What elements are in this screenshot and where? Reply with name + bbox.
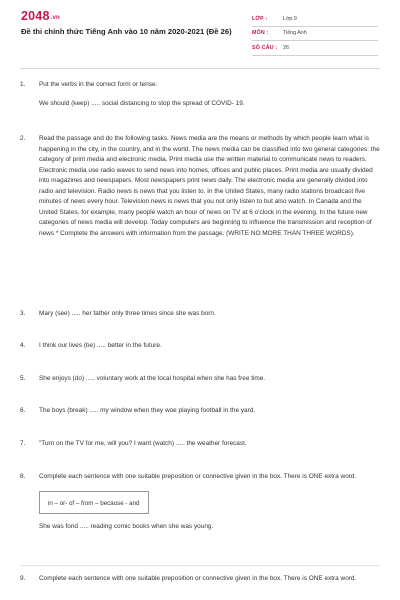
question-number: 6.: [20, 407, 26, 414]
word-box: in – or- of – from – because - and: [39, 491, 149, 514]
question-prompt: Complete each sentence with one suitable preposition or connective given in the box. There is ONE extra word.: [39, 575, 357, 582]
question-number: 7.: [20, 440, 26, 447]
question-number: 3.: [20, 310, 26, 317]
document-header: [0, 0, 400, 66]
question-number: 1.: [20, 81, 26, 88]
info-label: LỚP :: [252, 15, 268, 22]
question-sentence: I think our lives (be) ..... better in the future.: [39, 342, 162, 349]
question-1: [20, 80, 380, 109]
question-7: [20, 439, 380, 450]
info-value: Lớp 9: [283, 15, 297, 22]
question-sentence: She was fond ..... reading comic books when she was young.: [39, 522, 214, 530]
question-9: [20, 574, 380, 585]
header-divider: [20, 68, 380, 69]
question-number: 4.: [20, 342, 26, 349]
question-number: 2.: [20, 135, 26, 142]
info-row-grade: [252, 12, 378, 27]
question-2: [20, 134, 380, 239]
question-sentence: The boys (break) ..... my window when they woe playing football in the yard.: [39, 407, 256, 414]
exam-info-table: [252, 12, 378, 56]
question-3: [20, 309, 380, 320]
question-4: [20, 341, 380, 352]
info-label: SỐ CÂU :: [252, 44, 278, 51]
info-label: MÔN :: [252, 30, 269, 37]
logo-text: 2048: [21, 9, 50, 23]
question-5: [20, 374, 380, 385]
site-logo[interactable]: [21, 9, 60, 25]
question-6: [20, 406, 380, 417]
info-row-subject: [252, 27, 378, 42]
question-number: 5.: [20, 375, 26, 382]
exam-title: Đề thi chính thức Tiếng Anh vào 10 năm 2020-2021 (Đề 26): [21, 27, 232, 36]
question-passage: Read the passage and do the following tasks. News media are the means or methods by which people learn what is happening in the city, in the country, and in the world. The news media can be classified into two general categories: the category of print media and electronic media. Print media use the written material to communicate news to readers. Electronic media use radio waves to send news into homes, offices and public places. Print media are usually divided into magazines and newspapers. Most newspapers print news daily. The electronic media are generally divided into radio and television. Radio news is news that you listen to. In the United States, many radio stations broadcast five minutes of news every hour. Television news is news that you not only listen to but also watch. In Canada and the United States, for example, many people watch an hour of news on TV at 6 o'clock in the evening. In the future new categories of news media will develop. Today computers are beginning to influence the transmission and reception of news * Complete the answers with information from the passage. (WRITE NO MORE THAN THREE WORDS).: [39, 135, 380, 237]
info-value: Tiếng Anh: [283, 30, 307, 37]
question-number: 9.: [20, 575, 26, 582]
section-divider: [20, 565, 380, 566]
question-sentence: She enjoys (do) ..... voluntary work at the local hospital when she has free time.: [39, 375, 266, 382]
question-sentence: Mary (see) ..... her father only three times since she was born.: [39, 310, 216, 317]
question-prompt: Put the verbs in the correct form or tense.: [39, 81, 158, 88]
question-sentence: "Turn on the TV for me, will you? I want (watch) ..... the weather forecast.: [39, 440, 247, 447]
question-prompt: Complete each sentence with one suitable preposition or connective given in the box. There is ONE extra word.: [39, 473, 357, 480]
info-row-question-count: [252, 41, 378, 56]
info-value: 26: [283, 44, 289, 51]
question-8: [20, 472, 380, 532]
logo-suffix: .vn: [50, 15, 60, 21]
question-sentence: We should (keep) ..... social distancing to stop the spread of COVID- 19.: [39, 99, 245, 107]
question-number: 8.: [20, 473, 26, 480]
